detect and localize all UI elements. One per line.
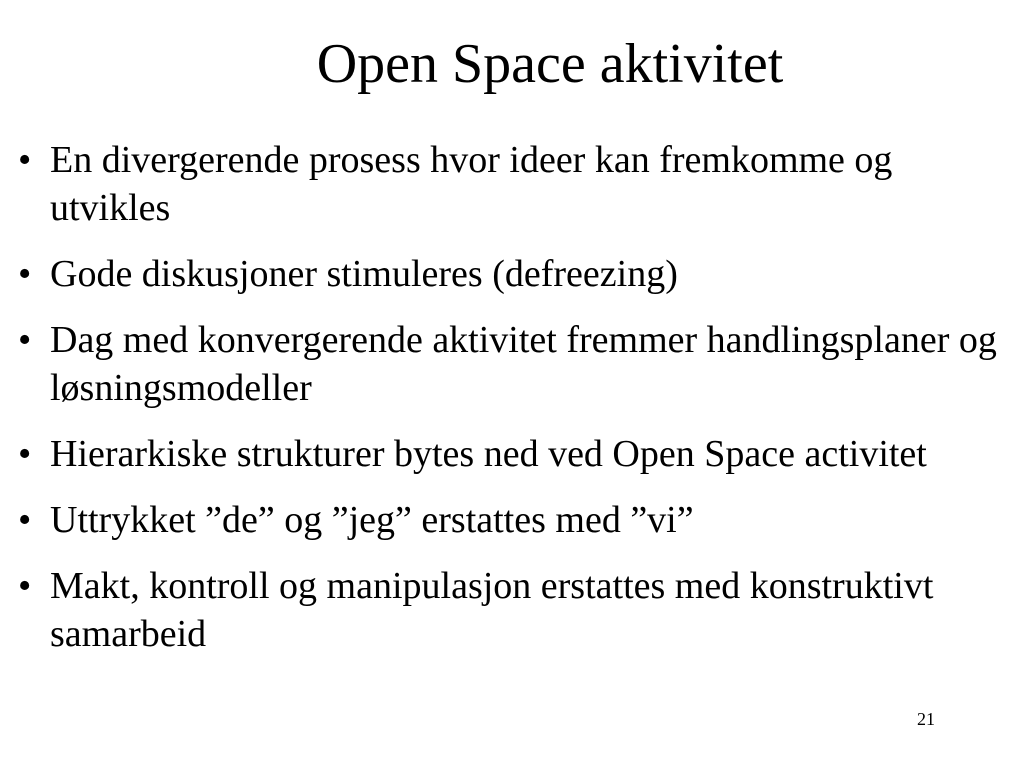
bullet-item bbox=[18, 430, 1018, 478]
bullet-item bbox=[18, 316, 1018, 412]
bullet-icon: • bbox=[18, 319, 32, 361]
bullet-icon: • bbox=[18, 565, 32, 607]
bullet-item bbox=[18, 562, 1018, 658]
bullet-item bbox=[18, 496, 1018, 544]
bullet-text: Uttrykket ”de” og ”jeg” erstattes med ”vi” bbox=[50, 499, 694, 541]
bullet-text: Gode diskusjoner stimuleres (defreezing) bbox=[50, 253, 678, 295]
bullet-item bbox=[18, 250, 1018, 298]
bullet-text: Dag med konvergerende aktivitet fremmer handlingsplaner og løsningsmodeller bbox=[50, 319, 997, 409]
bullet-text: Makt, kontroll og manipulasjon erstattes med konstruktivt samarbeid bbox=[50, 565, 934, 655]
slide-title: Open Space aktivitet bbox=[316, 33, 784, 95]
bullet-text: En divergerende prosess hvor ideer kan fremkomme og utvikles bbox=[50, 139, 893, 229]
bullet-icon: • bbox=[18, 499, 32, 541]
bullet-icon: • bbox=[18, 253, 32, 295]
bullet-icon: • bbox=[18, 433, 32, 475]
bullet-text: Hierarkiske strukturer bytes ned ved Open Space activitet bbox=[50, 433, 927, 475]
page-number: 21 bbox=[917, 709, 935, 729]
bullet-item bbox=[18, 136, 1018, 232]
bullet-icon: • bbox=[18, 139, 32, 181]
bullet-list bbox=[18, 136, 1018, 676]
